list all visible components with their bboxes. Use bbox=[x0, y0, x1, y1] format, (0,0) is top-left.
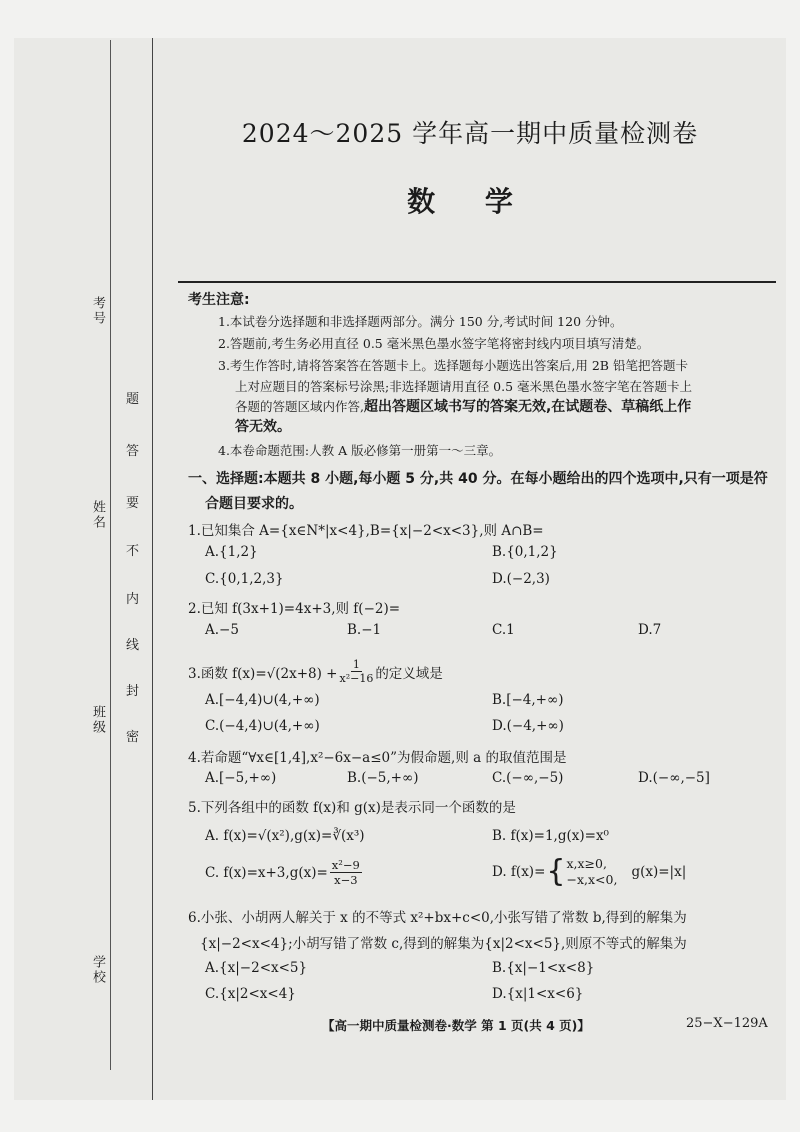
q3-stem-post: 的定义域是 bbox=[375, 665, 443, 682]
name-label: 姓名 bbox=[90, 500, 105, 530]
binding-line bbox=[152, 38, 153, 1100]
exam-number-label: 考号 bbox=[90, 296, 105, 326]
q5-d-case1: x,x≥0, bbox=[566, 856, 607, 871]
header-divider bbox=[178, 281, 776, 283]
question-6-stem-line2: {x|−2<x<4};小胡写错了常数 c,得到的解集为{x|2<x<5},则原不等式的解集为 bbox=[200, 936, 687, 952]
seal-char: 答 bbox=[126, 444, 140, 459]
q3-option-b: B.[−4,+∞) bbox=[492, 692, 564, 708]
question-4-stem: 4.若命题“∀x∈[1,4],x²−6x−a≤0”为假命题,则 a 的取值范围是 bbox=[188, 750, 567, 766]
notice-bold-text: 超出答题区域书写的答案无效,在试题卷、草稿纸上作 bbox=[363, 399, 692, 415]
q5-c-num: x²−9 bbox=[331, 858, 360, 872]
brace-icon: { bbox=[546, 854, 566, 889]
q6-option-a: A.{x|−2<x<5} bbox=[205, 960, 308, 976]
q5-d-cases bbox=[566, 856, 617, 888]
class-label: 班级 bbox=[90, 705, 105, 735]
notice-line: 上对应题目的答案标号涂黑;非选择题请用直径 0.5 毫米黑色墨水签字笔在答题卡上 bbox=[235, 379, 693, 394]
q5-option-a: A. f(x)=√(x²),g(x)=∛(x³) bbox=[205, 828, 365, 844]
question-3-stem bbox=[188, 658, 443, 685]
q1-option-b: B.{0,1,2} bbox=[492, 544, 558, 560]
q3-fraction bbox=[339, 658, 373, 685]
seal-char: 题 bbox=[126, 392, 140, 407]
section-heading: 一、选择题:本题共 8 小题,每小题 5 分,共 40 分。在每小题给出的四个选项中,只有一项是符 bbox=[188, 471, 768, 487]
subject-title: 数 学 bbox=[407, 185, 533, 218]
exam-code: 25−X−129A bbox=[686, 1016, 768, 1031]
seal-char: 密 bbox=[126, 730, 140, 745]
q4-option-b: B.(−5,+∞) bbox=[347, 770, 419, 786]
seal-char: 要 bbox=[126, 496, 140, 511]
notice-line-bold-row bbox=[235, 396, 691, 416]
q4-option-c: C.(−∞,−5) bbox=[492, 770, 564, 786]
seal-char: 线 bbox=[126, 638, 140, 653]
q3-option-d: D.(−4,+∞) bbox=[492, 718, 564, 734]
section-heading: 合题目要求的。 bbox=[205, 496, 303, 512]
q5-option-c-label: C. f(x)=x+3,g(x)= bbox=[205, 864, 328, 881]
q5-d-case2: −x,x<0, bbox=[566, 872, 618, 887]
q5-option-c bbox=[205, 858, 362, 887]
question-1-stem: 1.已知集合 A={x∈N*|x<4},B={x|−2<x<3},则 A∩B= bbox=[188, 523, 544, 539]
exam-title: 2024～2025 学年高一期中质量检测卷 bbox=[241, 119, 699, 148]
notice-line: 3.考生作答时,请将答案答在答题卡上。选择题每小题选出答案后,用 2B 铅笔把答题卡 bbox=[218, 358, 688, 373]
q1-option-a: A.{1,2} bbox=[205, 544, 258, 560]
notice-line: 2.答题前,考生务必用直径 0.5 毫米黑色墨水签字笔将密封线内项目填写清楚。 bbox=[218, 336, 650, 351]
seal-char: 不 bbox=[126, 544, 140, 559]
q5-option-b: B. f(x)=1,g(x)=x⁰ bbox=[492, 828, 609, 844]
notice-bold-text: 答无效。 bbox=[235, 419, 291, 435]
q5-d-tail: g(x)=|x| bbox=[631, 864, 687, 880]
school-label: 学校 bbox=[90, 955, 105, 985]
q3-option-a: A.[−4,4)∪(4,+∞) bbox=[205, 692, 320, 708]
q5-c-fraction bbox=[330, 858, 362, 887]
q2-option-a: A.−5 bbox=[205, 622, 239, 638]
question-2-stem: 2.已知 f(3x+1)=4x+3,则 f(−2)= bbox=[188, 601, 401, 617]
q4-option-a: A.[−5,+∞) bbox=[205, 770, 277, 786]
q2-option-b: B.−1 bbox=[347, 622, 382, 638]
q3-frac-num: 1 bbox=[352, 658, 360, 671]
q6-option-c: C.{x|2<x<4} bbox=[205, 986, 296, 1002]
q6-option-d: D.{x|1<x<6} bbox=[492, 986, 584, 1002]
q3-option-c: C.(−4,4)∪(4,+∞) bbox=[205, 718, 320, 734]
q3-stem-pre: 3.函数 f(x)=√(2x+8) + bbox=[188, 665, 338, 682]
seal-dashed-line bbox=[110, 40, 111, 1070]
q2-option-c: C.1 bbox=[492, 622, 515, 638]
question-6-stem-line1: 6.小张、小胡两人解关于 x 的不等式 x²+bx+c<0,小张写错了常数 b,得到的解集为 bbox=[188, 910, 687, 926]
seal-char: 内 bbox=[126, 592, 140, 607]
q5-c-den: x−3 bbox=[334, 873, 358, 887]
seal-char: 封 bbox=[126, 684, 140, 699]
page-footer: 【高一期中质量检测卷·数学 第 1 页(共 4 页)】 bbox=[322, 1018, 590, 1033]
q5-option-d-label: D. f(x)= bbox=[492, 864, 546, 880]
notice-line: 1.本试卷分选择题和非选择题两部分。满分 150 分,考试时间 120 分钟。 bbox=[218, 314, 623, 329]
notice-line: 4.本卷命题范围:人教 A 版必修第一册第一～三章。 bbox=[218, 443, 502, 458]
q1-option-c: C.{0,1,2,3} bbox=[205, 571, 284, 587]
q2-option-d: D.7 bbox=[638, 622, 662, 638]
q1-option-d: D.(−2,3) bbox=[492, 571, 550, 587]
q6-option-b: B.{x|−1<x<8} bbox=[492, 960, 595, 976]
q5-option-d bbox=[492, 856, 686, 888]
q3-frac-den: x²−16 bbox=[339, 672, 374, 685]
notice-line: 各题的答题区域内作答, bbox=[235, 399, 364, 414]
question-5-stem: 5.下列各组中的函数 f(x)和 g(x)是表示同一个函数的是 bbox=[188, 800, 516, 816]
q4-option-d: D.(−∞,−5] bbox=[638, 770, 710, 786]
notice-heading: 考生注意: bbox=[188, 292, 250, 308]
